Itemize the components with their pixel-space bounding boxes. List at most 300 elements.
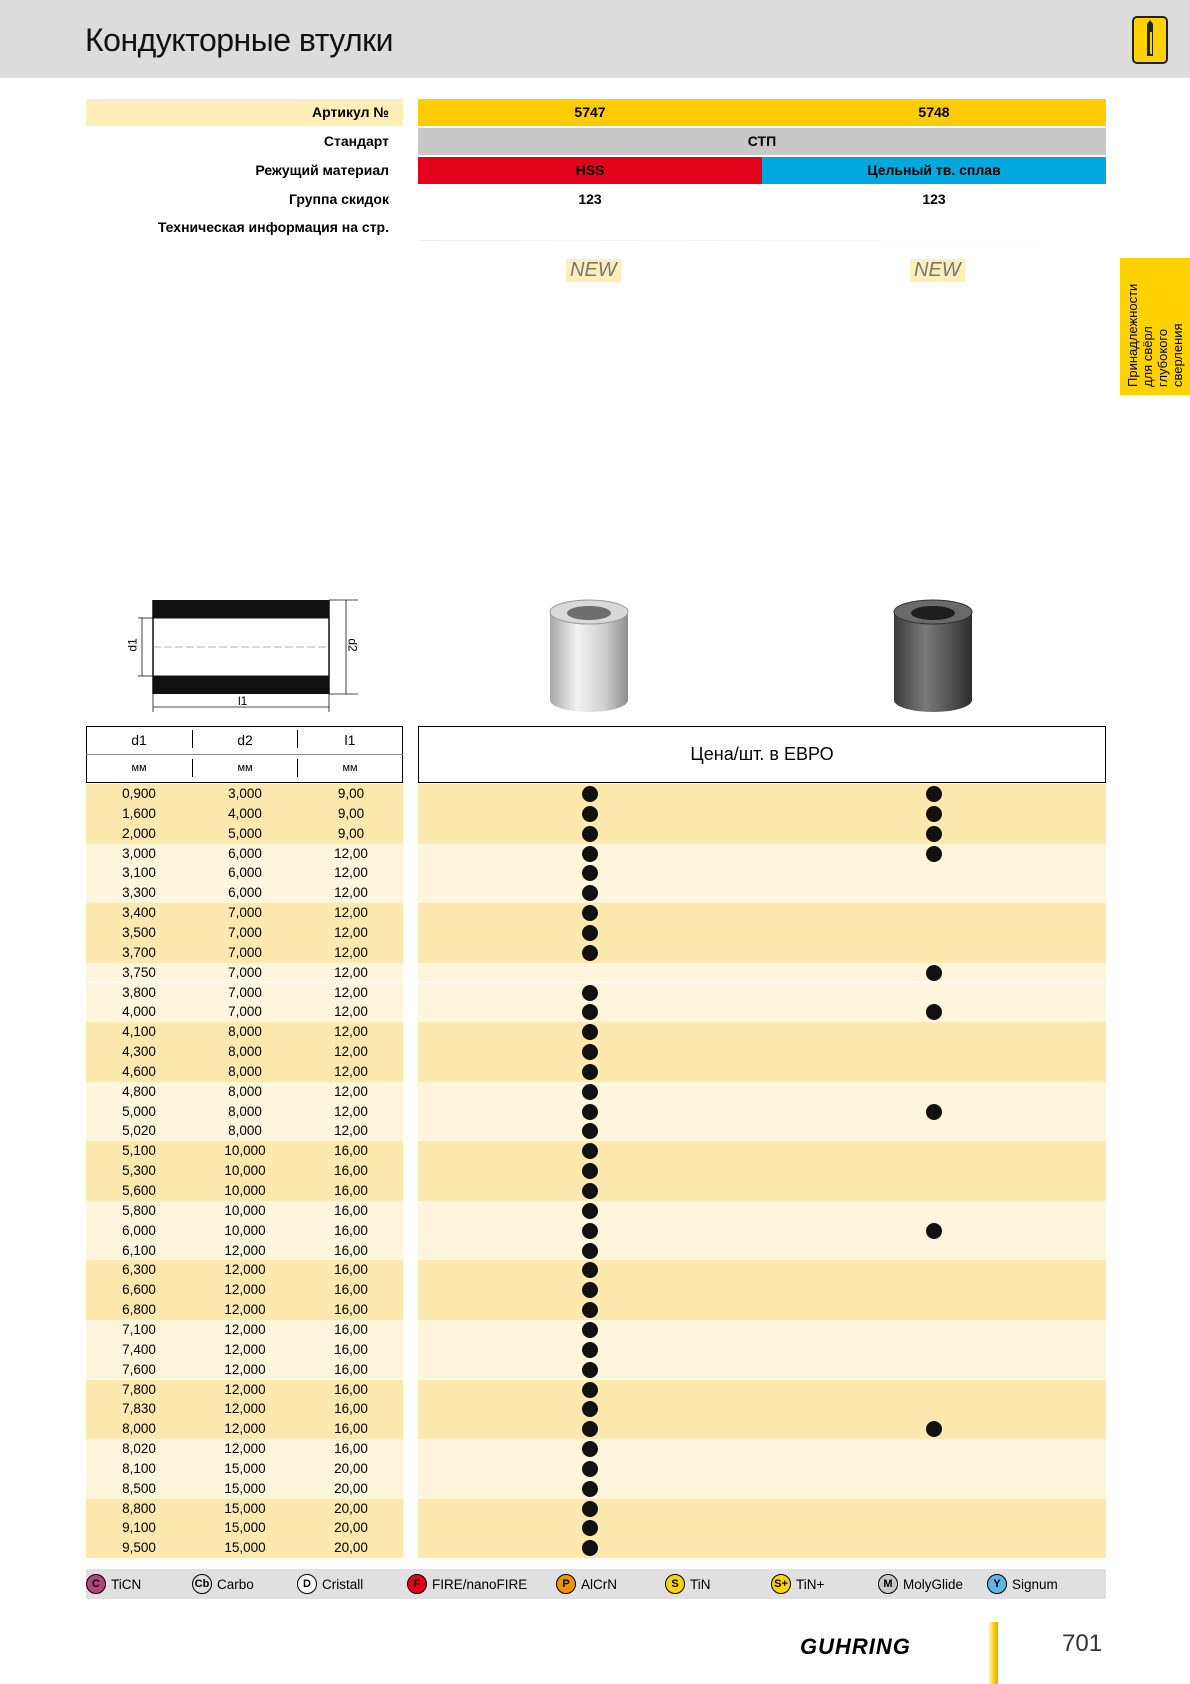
availability-row	[418, 1161, 1106, 1181]
cell-d1: 3,500	[122, 924, 156, 940]
available-5747-icon	[582, 1540, 598, 1556]
cell-l1: 16,00	[334, 1202, 368, 1218]
legend-label: Cristall	[322, 1576, 364, 1592]
table-row	[86, 1002, 403, 1022]
col-d2-header: d2	[237, 732, 253, 748]
availability-row	[418, 1518, 1106, 1538]
coating-icon: D	[297, 1574, 317, 1594]
cell-d2: 15,000	[224, 1460, 266, 1476]
table-row	[86, 883, 403, 903]
cell-d1: 3,400	[122, 905, 156, 921]
carbide-bushing-image	[892, 598, 974, 714]
cell-l1: 12,00	[334, 845, 368, 861]
available-5747-icon	[582, 1421, 598, 1437]
legend-item	[297, 1574, 363, 1594]
cell-d2: 10,000	[224, 1163, 266, 1179]
available-5747-icon	[582, 1183, 598, 1199]
table-row	[86, 1300, 403, 1320]
available-5747-icon	[582, 1302, 598, 1318]
cell-l1: 12,00	[334, 885, 368, 901]
cell-l1: 16,00	[334, 1163, 368, 1179]
available-5748-icon	[926, 1223, 942, 1239]
cell-d1: 3,000	[122, 845, 156, 861]
cell-d1: 4,000	[122, 1004, 156, 1020]
availability-row	[418, 824, 1106, 844]
cell-d2: 15,000	[224, 1500, 266, 1516]
available-5747-icon	[582, 1243, 598, 1259]
cell-d1: 5,600	[122, 1183, 156, 1198]
cell-d1: 9,100	[122, 1520, 156, 1536]
availability-row	[418, 1141, 1106, 1161]
cell-d1: 0,900	[122, 786, 156, 801]
cell-l1: 12,00	[334, 1063, 368, 1079]
cell-d2: 8,000	[228, 1103, 262, 1119]
l1-label: l1	[238, 694, 248, 708]
legend-item	[878, 1574, 963, 1594]
table-row	[86, 983, 403, 1003]
coating-icon: F	[407, 1574, 427, 1594]
cell-l1: 16,00	[334, 1302, 368, 1318]
col-d1-unit: мм	[131, 762, 147, 774]
cell-d2: 8,000	[228, 1063, 262, 1079]
table-row	[86, 1181, 403, 1201]
available-5747-icon	[582, 1481, 598, 1497]
availability-row	[418, 1221, 1106, 1241]
available-5748-icon	[926, 1104, 942, 1120]
col-l1-header: l1	[344, 732, 356, 748]
cell-d2: 8,000	[228, 1083, 262, 1099]
cell-l1: 20,00	[334, 1480, 368, 1496]
available-5747-icon	[582, 885, 598, 901]
cell-d2: 12,000	[224, 1401, 266, 1417]
article-5748: 5748	[918, 104, 950, 120]
available-5747-icon	[582, 1163, 598, 1179]
available-5747-icon	[582, 1461, 598, 1477]
cell-d2: 15,000	[224, 1480, 266, 1496]
cell-d1: 3,100	[122, 865, 156, 881]
table-row	[86, 804, 403, 824]
cell-l1: 16,00	[334, 1222, 368, 1238]
cell-l1: 12,00	[334, 944, 368, 960]
available-5747-icon	[582, 1262, 598, 1278]
table-row	[86, 863, 403, 883]
table-row	[86, 1042, 403, 1062]
available-5747-icon	[582, 1104, 598, 1120]
cell-d1: 2,000	[122, 825, 156, 841]
cell-d2: 12,000	[224, 1262, 266, 1278]
cell-d1: 3,750	[122, 964, 156, 980]
cell-d2: 8,000	[228, 1044, 262, 1060]
cell-d1: 5,300	[122, 1163, 156, 1179]
cell-d2: 10,000	[224, 1183, 266, 1198]
cell-l1: 16,00	[334, 1381, 368, 1397]
availability-row	[418, 923, 1106, 943]
cell-l1: 9,00	[337, 786, 365, 801]
available-5747-icon	[582, 1004, 598, 1020]
cell-d2: 5,000	[228, 825, 262, 841]
yellow-stripe	[988, 1622, 998, 1684]
cell-d2: 8,000	[228, 1123, 262, 1139]
cell-d2: 12,000	[224, 1441, 266, 1457]
coating-icon: Y	[987, 1574, 1007, 1594]
availability-row	[418, 1062, 1106, 1082]
table-row	[86, 1121, 403, 1141]
cell-l1: 16,00	[334, 1282, 368, 1298]
table-row	[86, 1360, 403, 1380]
cell-d1: 4,600	[122, 1063, 156, 1079]
cell-d1: 1,600	[122, 805, 156, 821]
availability-row	[418, 1399, 1106, 1419]
availability-row	[418, 963, 1106, 983]
cell-d2: 12,000	[224, 1341, 266, 1357]
cell-d1: 8,800	[122, 1500, 156, 1516]
availability-row	[418, 1042, 1106, 1062]
available-5747-icon	[582, 985, 598, 1001]
cell-d2: 12,000	[224, 1321, 266, 1337]
page-title: Кондукторные втулки	[85, 22, 394, 58]
available-5747-icon	[582, 1441, 598, 1457]
cell-d2: 6,000	[228, 885, 262, 901]
cell-l1: 12,00	[334, 905, 368, 921]
table-row	[86, 1241, 403, 1261]
table-row	[86, 1399, 403, 1419]
cell-d1: 7,600	[122, 1361, 156, 1377]
cell-l1: 16,00	[334, 1441, 368, 1457]
col-l1-unit: мм	[342, 762, 358, 774]
cell-d1: 9,500	[122, 1540, 156, 1556]
cell-d1: 5,100	[122, 1143, 156, 1159]
cell-d1: 3,800	[122, 984, 156, 1000]
standard-label: Стандарт	[323, 133, 389, 149]
table-row	[86, 824, 403, 844]
cell-d2: 12,000	[224, 1421, 266, 1437]
availability-row	[418, 1201, 1106, 1221]
availability-row	[418, 1360, 1106, 1380]
cell-d1: 8,000	[122, 1421, 156, 1437]
available-5747-icon	[582, 806, 598, 822]
available-5748-icon	[926, 1004, 942, 1020]
availability-row	[418, 1121, 1106, 1141]
col-d1-header: d1	[131, 732, 147, 748]
coating-icon: S+	[771, 1574, 791, 1594]
discount-5748: 123	[922, 191, 946, 207]
availability-row	[418, 1022, 1106, 1042]
availability-row	[418, 863, 1106, 883]
available-5747-icon	[582, 1024, 598, 1040]
table-row	[86, 1439, 403, 1459]
legend-item	[665, 1574, 711, 1594]
table-row	[86, 1102, 403, 1122]
cell-d2: 15,000	[224, 1520, 266, 1536]
availability-row	[418, 1419, 1106, 1439]
cell-l1: 20,00	[334, 1460, 368, 1476]
cell-d1: 7,400	[122, 1341, 156, 1357]
available-5747-icon	[582, 1084, 598, 1100]
availability-row	[418, 1499, 1106, 1519]
availability-row	[418, 1300, 1106, 1320]
availability-row	[418, 844, 1106, 864]
table-row	[86, 1062, 403, 1082]
legend-item	[86, 1574, 141, 1594]
cell-d1: 8,500	[122, 1480, 156, 1496]
available-5748-icon	[926, 806, 942, 822]
table-row	[86, 1082, 403, 1102]
available-5747-icon	[582, 1382, 598, 1398]
cell-d2: 12,000	[224, 1381, 266, 1397]
standard-value: СТП	[418, 128, 1106, 155]
legend-label: TiN	[690, 1576, 711, 1592]
legend-item	[987, 1574, 1058, 1594]
available-5747-icon	[582, 1282, 598, 1298]
availability-row	[418, 1459, 1106, 1479]
availability-row	[418, 943, 1106, 963]
legend-item	[556, 1574, 617, 1594]
new-badge-5748: NEW	[910, 259, 965, 282]
cell-d1: 7,830	[122, 1401, 156, 1417]
availability-row	[418, 1320, 1106, 1340]
cell-d2: 12,000	[224, 1282, 266, 1298]
cell-d2: 7,000	[228, 1004, 262, 1020]
available-5747-icon	[582, 846, 598, 862]
available-5747-icon	[582, 865, 598, 881]
cell-l1: 12,00	[334, 1123, 368, 1139]
cell-d1: 6,800	[122, 1302, 156, 1318]
availability-row	[418, 983, 1106, 1003]
cell-l1: 20,00	[334, 1500, 368, 1516]
sidetab-line2: для свёрл глубокого	[1140, 326, 1170, 387]
section-side-tab[interactable]	[1120, 258, 1190, 395]
table-row	[86, 784, 403, 804]
table-row	[86, 1479, 403, 1499]
available-5748-icon	[926, 965, 942, 981]
cell-l1: 20,00	[334, 1540, 368, 1556]
cell-l1: 12,00	[334, 1103, 368, 1119]
cell-d1: 5,800	[122, 1202, 156, 1218]
sidetab-line1: Принадлежности	[1125, 283, 1140, 387]
availability-row	[418, 1102, 1106, 1122]
cell-d1: 4,300	[122, 1044, 156, 1060]
cell-d2: 3,000	[228, 786, 262, 801]
material-hss: HSS	[418, 157, 762, 184]
table-row	[86, 1340, 403, 1360]
availability-row	[418, 1439, 1106, 1459]
cell-d1: 8,020	[122, 1441, 156, 1457]
d2-label: d2	[345, 638, 360, 652]
cell-d2: 7,000	[228, 964, 262, 980]
available-5748-icon	[926, 786, 942, 802]
legend-label: TiCN	[111, 1576, 142, 1592]
cell-l1: 16,00	[334, 1421, 368, 1437]
table-row	[86, 1538, 403, 1558]
cell-l1: 12,00	[334, 964, 368, 980]
article-5747: 5747	[574, 104, 606, 120]
table-row	[86, 1141, 403, 1161]
divider	[418, 240, 1106, 241]
cell-d1: 5,000	[122, 1103, 156, 1119]
tech-info-label: Техническая информация на стр.	[157, 219, 389, 235]
availability-row	[418, 1538, 1106, 1558]
material-carbide: Цельный тв. сплав	[762, 157, 1106, 184]
cell-d1: 3,300	[122, 885, 156, 901]
cell-d1: 6,600	[122, 1282, 156, 1298]
cell-d2: 7,000	[228, 924, 262, 940]
table-row	[86, 1201, 403, 1221]
cell-l1: 12,00	[334, 1004, 368, 1020]
availability-row	[418, 784, 1106, 804]
available-5747-icon	[582, 1520, 598, 1536]
legend-label: Carbo	[217, 1576, 254, 1592]
cell-l1: 16,00	[334, 1262, 368, 1278]
cell-d2: 4,000	[228, 805, 262, 821]
available-5747-icon	[582, 1203, 598, 1219]
bushing-drawing	[120, 590, 380, 715]
cell-l1: 12,00	[334, 1044, 368, 1060]
table-row	[86, 903, 403, 923]
availability-row	[418, 1241, 1106, 1261]
availability-row	[418, 1340, 1106, 1360]
cell-d1: 8,100	[122, 1460, 156, 1476]
brand-logo: GUHRING	[800, 1634, 911, 1659]
available-5747-icon	[582, 925, 598, 941]
availability-row	[418, 1479, 1106, 1499]
page-number: 701	[1062, 1630, 1103, 1657]
available-5747-icon	[582, 1064, 598, 1080]
availability-row	[418, 883, 1106, 903]
cell-l1: 16,00	[334, 1401, 368, 1417]
available-5747-icon	[582, 945, 598, 961]
cell-l1: 16,00	[334, 1341, 368, 1357]
cell-d1: 7,800	[122, 1381, 156, 1397]
availability-row	[418, 1181, 1106, 1201]
table-row	[86, 1320, 403, 1340]
cell-l1: 16,00	[334, 1242, 368, 1258]
table-row	[86, 963, 403, 983]
material-label: Режущий материал	[255, 162, 389, 178]
cell-d2: 7,000	[228, 984, 262, 1000]
availability-row	[418, 903, 1106, 923]
cell-l1: 16,00	[334, 1143, 368, 1159]
cell-l1: 16,00	[334, 1321, 368, 1337]
cell-d2: 6,000	[228, 845, 262, 861]
cell-d2: 12,000	[224, 1302, 266, 1318]
cell-d2: 7,000	[228, 905, 262, 921]
available-5748-icon	[926, 1421, 942, 1437]
availability-row	[418, 1280, 1106, 1300]
cell-d1: 5,020	[122, 1123, 156, 1139]
table-row	[86, 1499, 403, 1519]
table-row	[86, 943, 403, 963]
available-5748-icon	[926, 846, 942, 862]
cell-d2: 12,000	[224, 1361, 266, 1377]
cell-l1: 16,00	[334, 1361, 368, 1377]
available-5747-icon	[582, 1362, 598, 1378]
legend-item	[771, 1574, 824, 1594]
cell-l1: 12,00	[334, 1024, 368, 1040]
cell-d2: 10,000	[224, 1222, 266, 1238]
availability-row	[418, 1260, 1106, 1280]
cell-l1: 9,00	[337, 805, 365, 821]
cell-d1: 3,700	[122, 944, 156, 960]
coating-icon: C	[86, 1574, 106, 1594]
availability-row	[418, 1082, 1106, 1102]
cell-l1: 12,00	[334, 865, 368, 881]
table-row	[86, 1221, 403, 1241]
new-badge-5747: NEW	[566, 259, 621, 282]
cell-d2: 15,000	[224, 1540, 266, 1556]
cell-l1: 12,00	[334, 1083, 368, 1099]
cell-l1: 20,00	[334, 1520, 368, 1536]
availability-row	[418, 1380, 1106, 1400]
table-row	[86, 1518, 403, 1538]
available-5747-icon	[582, 1143, 598, 1159]
legend-label: MolyGlide	[903, 1576, 964, 1592]
cell-d2: 10,000	[224, 1143, 266, 1159]
cell-d1: 4,100	[122, 1024, 156, 1040]
legend-label: FIRE/nanoFIRE	[432, 1576, 528, 1592]
available-5747-icon	[582, 1044, 598, 1060]
available-5747-icon	[582, 786, 598, 802]
cell-d2: 6,000	[228, 865, 262, 881]
availability-row	[418, 804, 1106, 824]
discount-5747: 123	[578, 191, 602, 207]
cell-d2: 12,000	[224, 1242, 266, 1258]
table-row	[86, 844, 403, 864]
table-row	[86, 1260, 403, 1280]
coating-icon: P	[556, 1574, 576, 1594]
table-row	[86, 1419, 403, 1439]
coating-icon: Cb	[192, 1574, 212, 1594]
legend-item	[407, 1574, 527, 1594]
table-row	[86, 1161, 403, 1181]
cell-l1: 12,00	[334, 984, 368, 1000]
hss-bushing-image	[548, 598, 630, 714]
available-5747-icon	[582, 1501, 598, 1517]
cell-l1: 9,00	[337, 825, 365, 841]
sidetab-line3: сверления	[1170, 323, 1185, 387]
availability-row	[418, 1002, 1106, 1022]
coating-icon: S	[665, 1574, 685, 1594]
available-5747-icon	[582, 1123, 598, 1139]
cell-d1: 6,100	[122, 1242, 156, 1258]
col-d2-unit: мм	[237, 762, 253, 774]
table-row	[86, 1459, 403, 1479]
legend-label: TiN+	[796, 1576, 825, 1592]
cell-d2: 7,000	[228, 944, 262, 960]
article-label: Артикул №	[86, 99, 403, 126]
drill-logo-icon	[1132, 16, 1168, 64]
available-5748-icon	[926, 826, 942, 842]
available-5747-icon	[582, 905, 598, 921]
cell-l1: 16,00	[334, 1183, 368, 1198]
table-row	[86, 1280, 403, 1300]
table-row	[86, 923, 403, 943]
price-header: Цена/шт. в ЕВРО	[418, 726, 1106, 783]
coating-icon: M	[878, 1574, 898, 1594]
available-5747-icon	[582, 1223, 598, 1239]
available-5747-icon	[582, 1401, 598, 1417]
cell-d2: 8,000	[228, 1024, 262, 1040]
d1-label: d1	[125, 638, 140, 652]
discount-label: Группа скидок	[289, 191, 389, 207]
legend-label: AlCrN	[581, 1576, 617, 1592]
available-5747-icon	[582, 1342, 598, 1358]
legend-item	[192, 1574, 254, 1594]
available-5747-icon	[582, 1322, 598, 1338]
cell-d1: 4,800	[122, 1083, 156, 1099]
legend-label: Signum	[1012, 1576, 1058, 1592]
table-row	[86, 1022, 403, 1042]
cell-d1: 6,300	[122, 1262, 156, 1278]
